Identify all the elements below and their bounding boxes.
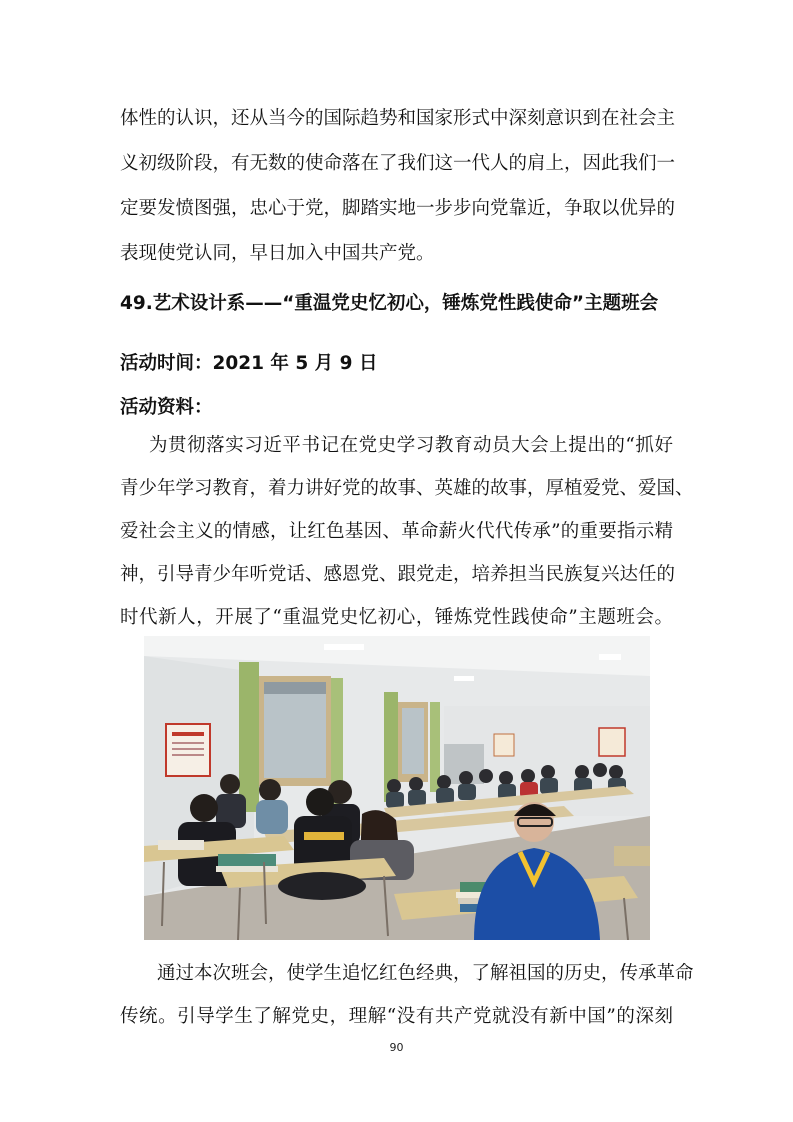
page-number: 90	[389, 1041, 404, 1054]
paragraph-main	[120, 426, 694, 638]
activity-time: 活动时间：2021 年 5 月 9 日	[120, 353, 378, 374]
activity-material-label: 活动资料：	[120, 397, 213, 418]
text-line: 为贯彻落实习近平书记在党史学习教育动员大会上提出的“抓好	[149, 435, 673, 456]
text-line: 传统。引导学生了解党史，理解“没有共产党就没有新中国”的深刻	[120, 1006, 673, 1027]
paragraph-bottom	[120, 954, 694, 1037]
text-line: 定要发愤图强，忠心于党，脚踏实地一步步向党靠近，争取以优异的	[120, 198, 676, 219]
classroom-photo-illustration	[144, 636, 650, 940]
text-line: 爱社会主义的情感，让红色基因、革命薪火代代传承”的重要指示精	[120, 521, 673, 542]
text-line: 表现使党认同，早日加入中国共产党。	[120, 243, 435, 264]
text-line: 通过本次班会，使学生追忆红色经典，了解祖国的历史，传承革命	[157, 963, 694, 984]
text-line: 体性的认识，还从当今的国际趋势和国家形式中深刻意识到在社会主	[120, 108, 676, 129]
text-line: 青少年学习教育，着力讲好党的故事、英雄的故事，厚植爱党、爱国、	[120, 478, 694, 499]
text-line: 时代新人，开展了“重温党史忆初心，锤炼党性践使命”主题班会。	[120, 607, 673, 628]
paragraph-top	[120, 99, 676, 274]
classroom-photo	[144, 636, 650, 940]
section-heading: 49.艺术设计系——“重温党史忆初心，锤炼党性践使命”主题班会	[120, 293, 659, 314]
text-line: 义初级阶段，有无数的使命落在了我们这一代人的肩上，因此我们一	[120, 153, 676, 174]
text-line: 神，引导青少年听党话、感恩党、跟党走，培养担当民族复兴达任的	[120, 564, 676, 585]
